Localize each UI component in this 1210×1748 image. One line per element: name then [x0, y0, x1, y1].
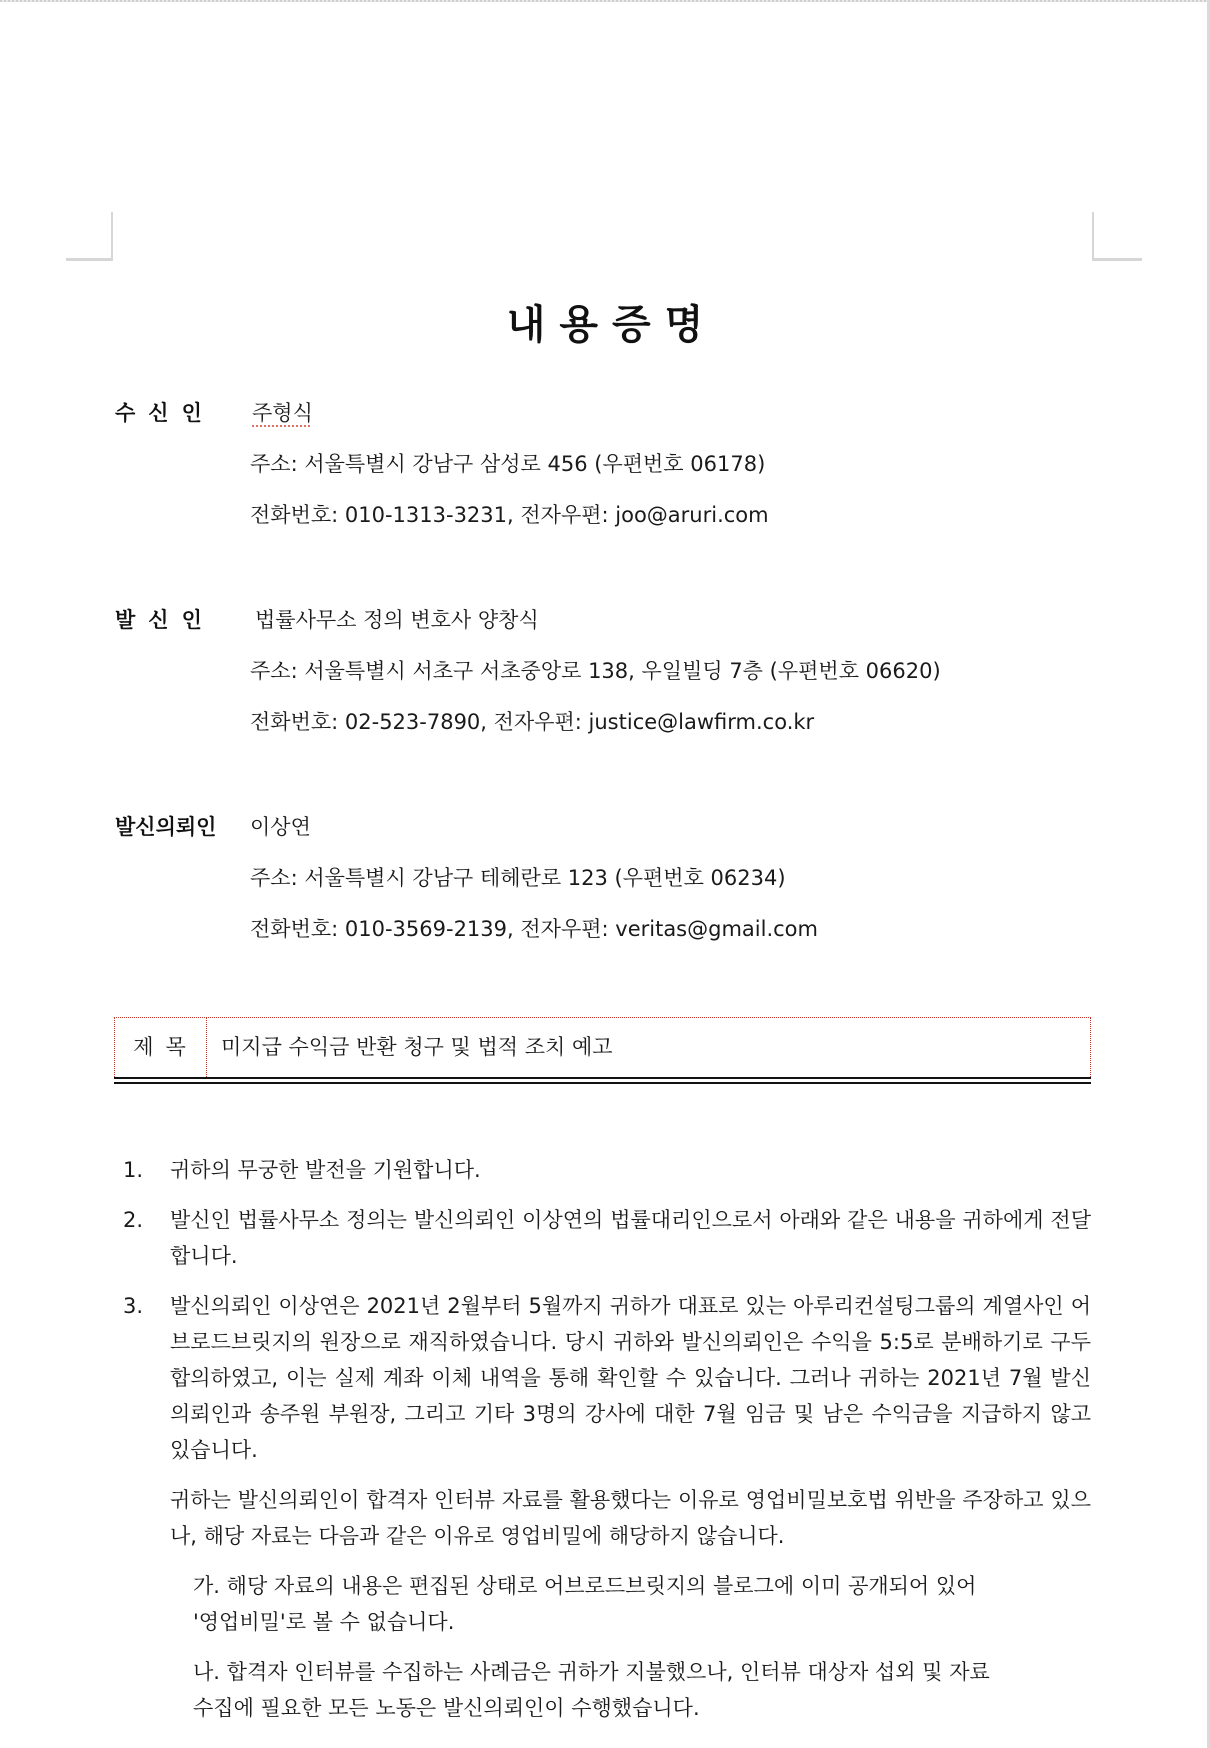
- body-numbered-list: [123, 1152, 1091, 1740]
- recipient-contact[interactable]: 전화번호: 010-1313-3231, 전자우편: joo@aruri.com: [250, 503, 769, 527]
- margin-corner-mark-right: [1092, 212, 1142, 261]
- list-item-text: 발신의뢰인 이상연은 2021년 2월부터 5월까지 귀하가 대표로 있는 아루리컨설팅그룹의 계열사인 어브로드브릿지의 원장으로 재직하였습니다. 당시 귀하와 발신의뢰인은 수익을 5:5로 분배하기로 구두 합의하였고, 이는 실제 계좌 이체 내역을 통해 확인할 수 있습니다. 그러나 귀하는 2021년 7월 발신의뢰인과 송주원 부원장, 그리고 기타 3명의 강사에 대한 7월 임금 및 남은 수익금을 지급하지 않고 있습니다.: [170, 1294, 1091, 1462]
- list-number: 2.: [123, 1208, 144, 1232]
- recipient-address[interactable]: 주소: 서울특별시 강남구 삼성로 456 (우편번호 06178): [250, 452, 766, 476]
- list-item-2[interactable]: [123, 1202, 1091, 1274]
- list-item-text: 귀하의 무궁한 발전을 기원합니다.: [170, 1158, 481, 1182]
- subitem-ga[interactable]: [123, 1568, 1091, 1640]
- client-label: 발신의뢰인: [115, 815, 217, 839]
- subject-double-rule-bottom: [114, 1082, 1091, 1084]
- margin-corner-mark-left: [66, 212, 113, 261]
- subject-label: 제목: [115, 1018, 207, 1077]
- sender-label: 발신인: [115, 608, 215, 632]
- subitem-text-cont: '영업비밀'로 볼 수 없습니다.: [193, 1610, 455, 1634]
- subject-value[interactable]: 미지급 수익금 반환 청구 및 법적 조치 예고: [221, 1035, 613, 1059]
- page-top-border: [0, 0, 1210, 2]
- list-item-text: 발신인 법률사무소 정의는 발신의뢰인 이상연의 법률대리인으로서 아래와 같은 내용을 귀하에게 전달합니다.: [170, 1208, 1091, 1268]
- document-title: 내용증명: [506, 301, 718, 348]
- subitem-marker: 가.: [193, 1574, 220, 1598]
- client-address[interactable]: 주소: 서울특별시 강남구 테헤란로 123 (우편번호 06234): [250, 866, 786, 890]
- list-item-1[interactable]: [123, 1152, 1091, 1188]
- sender-name[interactable]: 법률사무소 정의 변호사 양창식: [255, 608, 539, 632]
- list-number: 1.: [123, 1158, 144, 1182]
- list-number: 3.: [123, 1294, 144, 1318]
- client-name[interactable]: 이상연: [250, 815, 311, 839]
- subitem-text-cont: 수집에 필요한 모든 노동은 발신의뢰인이 수행했습니다.: [193, 1696, 700, 1720]
- sender-contact[interactable]: 전화번호: 02-523-7890, 전자우편: justice@lawfirm.co.kr: [250, 710, 815, 734]
- subitem-text: 합격자 인터뷰를 수집하는 사례금은 귀하가 지불했으나, 인터뷰 대상자 섭외 및 자료: [226, 1660, 990, 1684]
- client-contact[interactable]: 전화번호: 010-3569-2139, 전자우편: veritas@gmail.com: [250, 917, 818, 941]
- recipient-name[interactable]: 주형식: [252, 401, 313, 425]
- subject-table: [114, 1017, 1091, 1077]
- subitem-text: 해당 자료의 내용은 편집된 상태로 어브로드브릿지의 블로그에 이미 공개되어 있어: [226, 1574, 977, 1598]
- subitem-marker: 나.: [193, 1660, 220, 1684]
- recipient-label: 수신인: [115, 401, 215, 425]
- list-item-3[interactable]: [123, 1288, 1091, 1468]
- item-3-continuation-paragraph[interactable]: 귀하는 발신의뢰인이 합격자 인터뷰 자료를 활용했다는 이유로 영업비밀보호법 위반을 주장하고 있으나, 해당 자료는 다음과 같은 이유로 영업비밀에 해당하지 않습니다.: [170, 1488, 1091, 1548]
- sender-address[interactable]: 주소: 서울특별시 서초구 서초중앙로 138, 우일빌딩 7층 (우편번호 06620): [250, 659, 941, 683]
- subitem-na[interactable]: [123, 1654, 1091, 1726]
- subject-double-rule-top: [114, 1077, 1091, 1079]
